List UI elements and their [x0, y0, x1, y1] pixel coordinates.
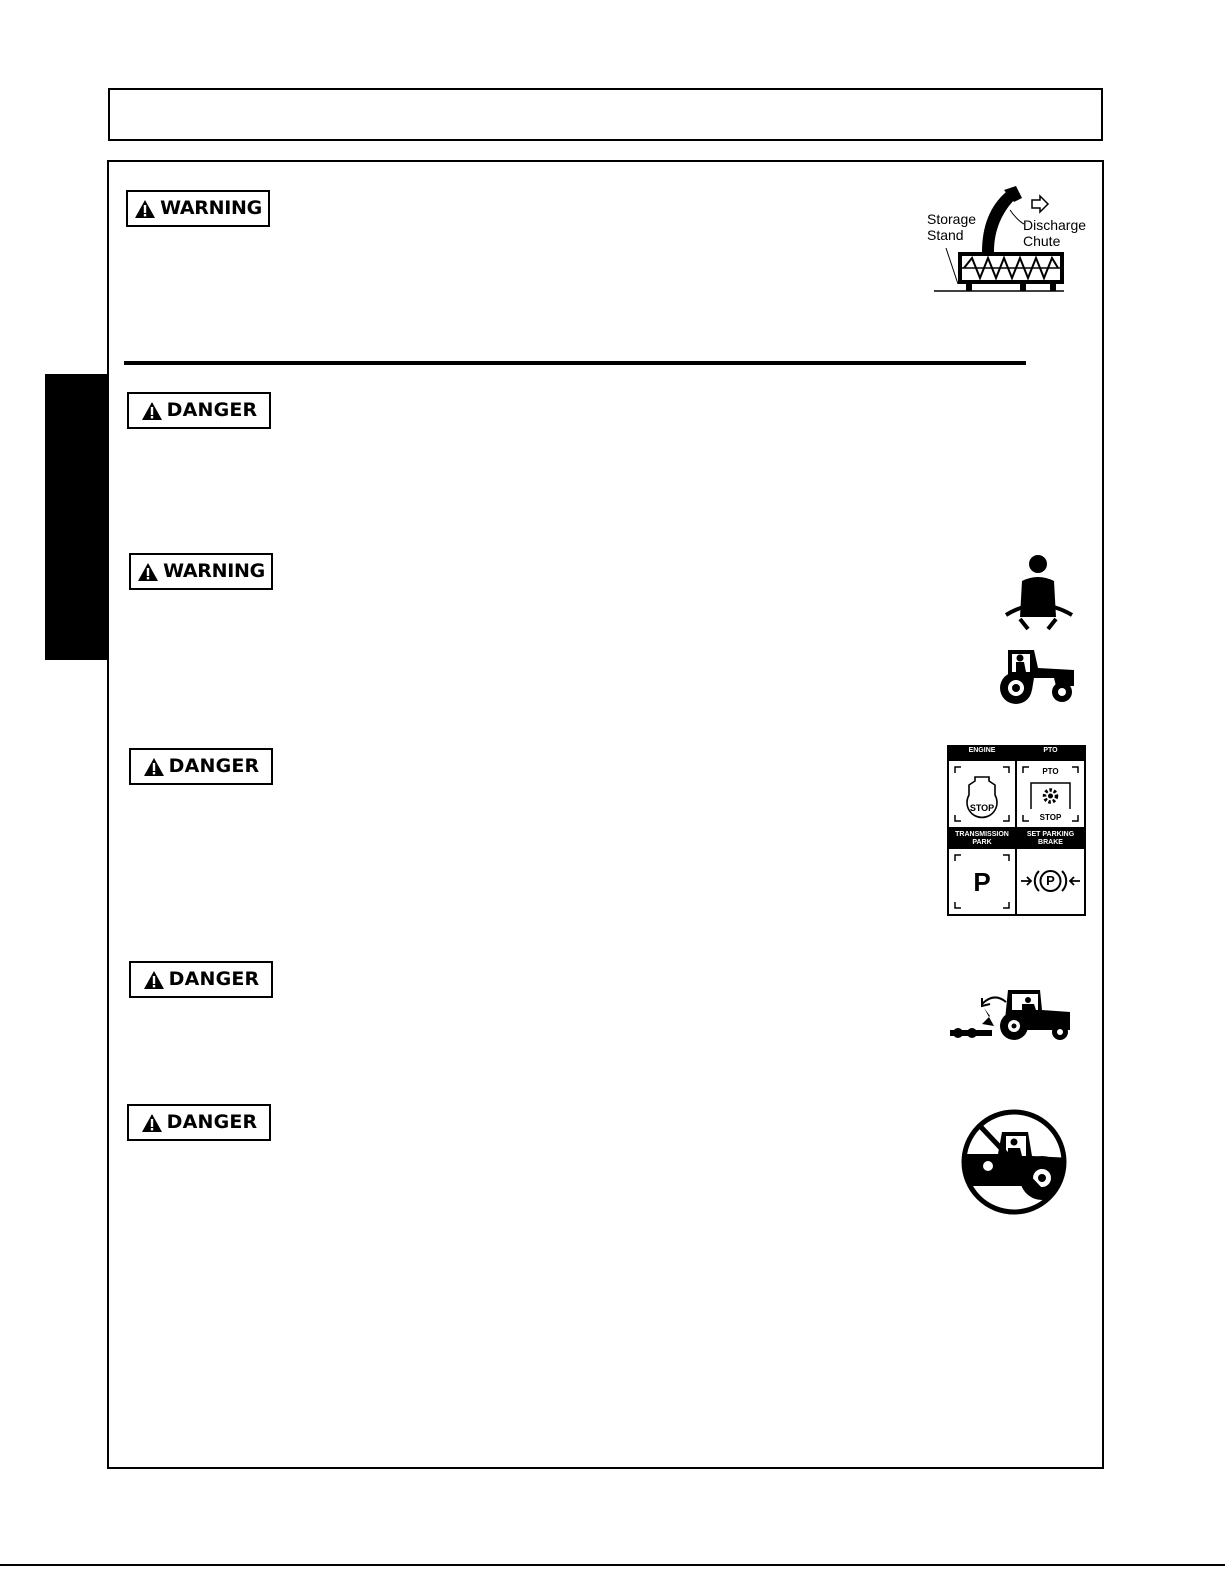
- hazard-triangle-icon: [141, 401, 163, 421]
- seat-belt-icon: [1000, 553, 1080, 633]
- pto-header: PTO: [1043, 747, 1058, 754]
- warning-sign: [126, 190, 270, 227]
- discharge-chute-label: Discharge Chute: [1023, 217, 1087, 249]
- parking-brake-panel: [1017, 849, 1084, 914]
- signal-word: WARNING: [160, 197, 262, 219]
- transmission-header: TRANSMISSION PARK: [955, 831, 1009, 846]
- signal-word: DANGER: [168, 755, 260, 777]
- pto-stop-text: STOP: [1039, 813, 1062, 822]
- section-divider: [124, 361, 1026, 365]
- brake-letter: P: [1046, 873, 1055, 888]
- tractor-icon: [994, 646, 1078, 706]
- blower-storage-figure: [924, 186, 1094, 298]
- signal-word: DANGER: [166, 1111, 258, 1133]
- engine-header: ENGINE: [968, 747, 996, 754]
- signal-word: DANGER: [166, 399, 258, 421]
- hazard-triangle-icon: [141, 1113, 163, 1133]
- danger-sign: [127, 392, 271, 429]
- page-header-box: [108, 88, 1103, 141]
- signal-word: WARNING: [163, 560, 265, 582]
- hazard-triangle-icon: [134, 199, 156, 219]
- section-thumb-tab: [45, 374, 108, 660]
- transmission-park-panel: [949, 849, 1015, 914]
- runover-hazard-icon: [948, 986, 1074, 1044]
- hazard-triangle-icon: [143, 970, 165, 990]
- footer-rule: [0, 1564, 1225, 1566]
- hazard-triangle-icon: [143, 757, 165, 777]
- engine-stop-panel: [949, 761, 1015, 827]
- no-riders-prohibition-icon: [958, 1106, 1070, 1218]
- hazard-triangle-icon: [137, 562, 159, 582]
- danger-sign: [129, 748, 273, 785]
- danger-sign: [129, 961, 273, 998]
- danger-sign: [127, 1104, 271, 1141]
- warning-sign: [129, 553, 273, 590]
- seat-belt-figure: [1000, 553, 1080, 633]
- pto-top-text: PTO: [1042, 767, 1059, 776]
- parking-brake-header: SET PARKING BRAKE: [1026, 831, 1075, 846]
- pto-stop-panel: [1017, 761, 1084, 827]
- runover-hazard-figure: [948, 986, 1074, 1044]
- storage-stand-label: Storage Stand: [927, 211, 977, 243]
- signal-word: DANGER: [168, 968, 260, 990]
- engine-stop-text: STOP: [969, 803, 995, 813]
- tractor-operator-figure: [994, 646, 1078, 706]
- engine-stop-icon: [949, 761, 1015, 827]
- park-letter: P: [973, 867, 991, 897]
- no-riders-figure: [958, 1106, 1070, 1218]
- shutdown-procedure-decal: [947, 745, 1086, 916]
